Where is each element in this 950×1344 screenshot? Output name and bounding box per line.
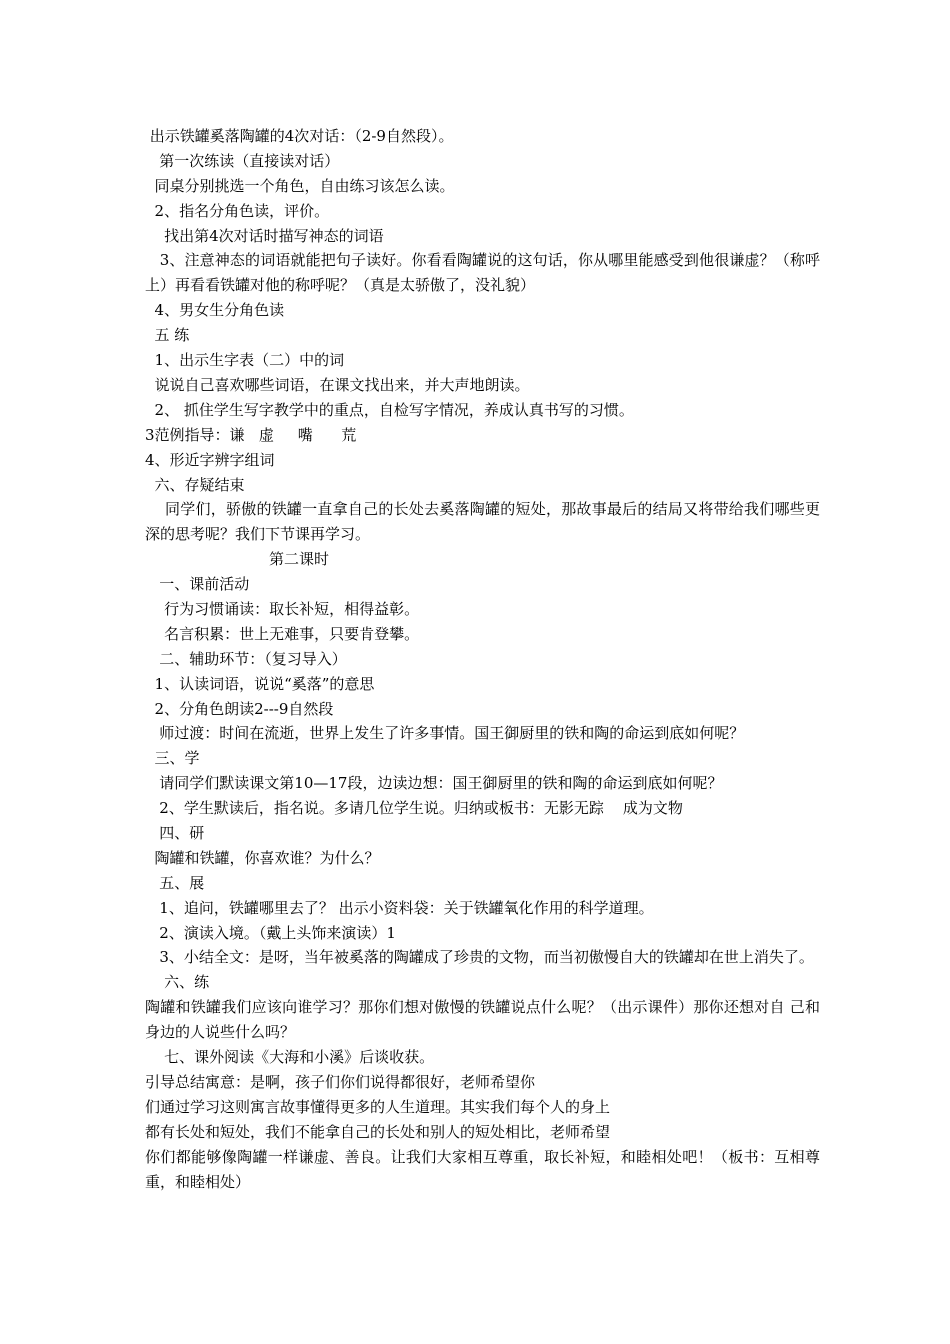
text-line: 说说自己喜欢哪些词语，在课文找出来，并大声地朗读。 [145, 375, 530, 394]
text-line: 2、 抓住学生写字教学中的重点，自检写字情况，养成认真书写的习惯。 [145, 400, 634, 419]
section-heading: 三、学 [145, 749, 200, 768]
text-line: 陶罐和铁罐，你喜欢谁？为什么？ [145, 848, 380, 867]
text-line: 2、演读入境。（戴上头饰来演读）1 [145, 923, 396, 942]
text-line: 1、认读词语，说说“奚落”的意思 [145, 674, 375, 693]
section-heading: 六、练 [145, 973, 210, 992]
text-line: 行为习惯诵读：取长补短，相得益彰。 [145, 599, 420, 618]
section-heading: 五、展 [145, 873, 205, 892]
text-line: 3范例指导：谦 虚 嘴 荒 [145, 425, 357, 444]
text-line: 找出第4次对话时描写神态的词语 [145, 226, 384, 245]
section-heading: 四、研 [145, 824, 205, 842]
text-paragraph: 3、注意神态的词语就能把句子读好。你看看陶罐说的这句话，你从哪里能感受到他很谦虚？（称呼上）再看看铁罐对他的称呼呢？（真是太骄傲了，没礼貌） [145, 251, 820, 295]
text-line: 请同学们默读课文第10—17段，边读边想：国王御厨里的铁和陶的命运到底如何呢？ [145, 774, 723, 793]
text-line: 2、指名分角色读，评价。 [145, 201, 330, 220]
text-line: 4、形近字辨字组词 [145, 450, 275, 469]
text-paragraph: 同学们，骄傲的铁罐一直拿自己的长处去奚落陶罐的短处，那故事最后的结局又将带给我们哪些更深的思考呢？我们下节课再学习。 [145, 500, 820, 544]
text-line: 1、追问，铁罐哪里去了？ 出示小资料袋：关于铁罐氧化作用的科学道理。 [145, 898, 654, 917]
text-line: 1、出示生字表（二）中的词 [145, 351, 345, 370]
text-line: 4、男女生分角色读 [145, 301, 285, 320]
section-heading: 一、课前活动 [145, 575, 250, 594]
section-heading: 五 练 [145, 326, 190, 345]
text-line: 师过渡：时间在流逝，世界上发生了许多事情。国王御厨里的铁和陶的命运到底如何呢？ [145, 724, 745, 743]
text-paragraph: 3、小结全文：是呀，当年被奚落的陶罐成了珍贵的文物，而当初傲慢自大的铁罐却在世上消失了。 [145, 948, 814, 967]
text-line: 出示铁罐奚落陶罐的4次对话：（2-9自然段）。 [145, 127, 454, 145]
lesson-title: 第二课时 [145, 550, 329, 569]
text-line: 引导总结寓意：是啊，孩子们你们说得都很好，老师希望你 [145, 1072, 536, 1091]
document-body [145, 124, 820, 1194]
section-heading: 二、辅助环节：（复习导入） [145, 649, 347, 668]
text-paragraph: 你们都能够像陶罐一样谦虚、善良。让我们大家相互尊重，取长补短，和睦相处吧！（板书：互相尊重，和睦相处） [145, 1147, 820, 1191]
text-line: 们通过学习这则寓言故事懂得更多的人生道理。其实我们每个人的身上 [145, 1097, 611, 1116]
text-line: 名言积累：世上无难事，只要肯登攀。 [145, 624, 420, 643]
text-line: 2、学生默读后，指名说。多请几位学生说。归纳或板书：无影无踪 成为文物 [145, 799, 683, 818]
section-heading: 六、存疑结束 [145, 475, 245, 494]
section-heading: 七、课外阅读《大海和小溪》后谈收获。 [145, 1048, 435, 1067]
text-paragraph: 陶罐和铁罐我们应该向谁学习？那你们想对傲慢的铁罐说点什么呢？（出示课件）那你还想对自 己和身边的人说些什么吗？ [145, 998, 820, 1042]
text-line: 2、分角色朗读2---9自然段 [145, 699, 334, 718]
text-line: 同桌分别挑选一个角色，自由练习该怎么读。 [145, 176, 455, 195]
text-line: 第一次练读（直接读对话） [145, 151, 340, 170]
text-line: 都有长处和短处，我们不能拿自己的长处和别人的短处相比，老师希望 [145, 1122, 611, 1141]
